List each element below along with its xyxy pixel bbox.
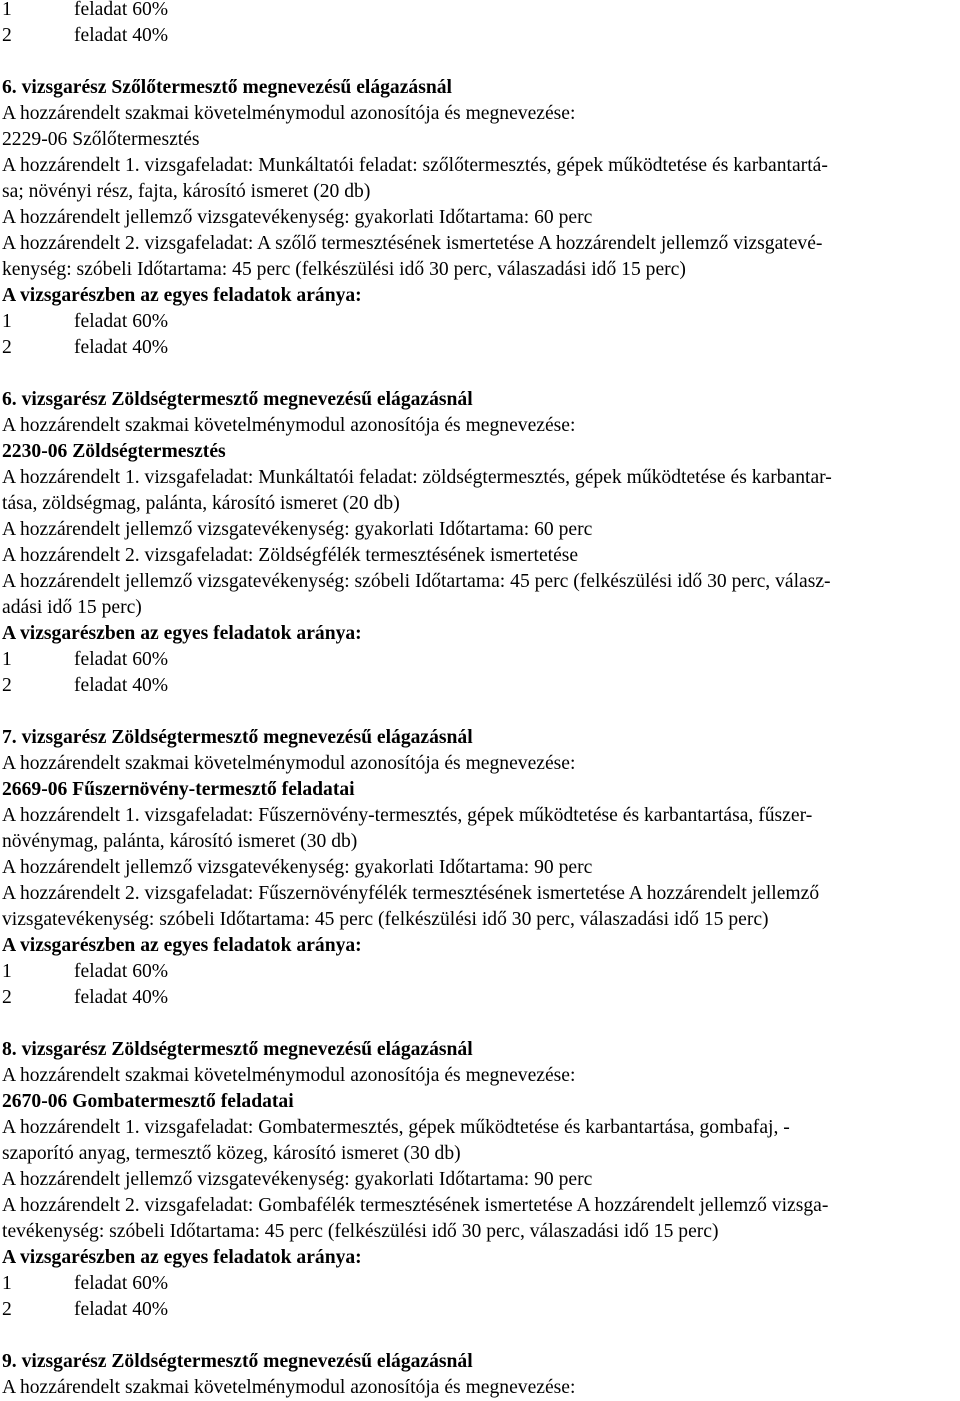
module-name: 2229-06 Szőlőtermesztés	[2, 129, 200, 150]
ratio-row	[2, 673, 958, 699]
body-line: szaporító anyag, termesztő közeg, károsító ismeret (30 db)	[2, 1143, 461, 1164]
ratio-text: feladat 60%	[74, 649, 169, 670]
body-line: tevékenység: szóbeli Időtartama: 45 perc (felkészülési idő 30 perc, válaszadási idő 15 perc)	[2, 1221, 719, 1242]
body-line: adási idő 15 perc)	[2, 597, 142, 618]
ratio-row	[2, 985, 958, 1011]
ratio-number: 2	[2, 1299, 12, 1320]
module-name: 2669-06 Fűszernövény-termesztő feladatai	[2, 779, 355, 800]
exam-section	[2, 725, 958, 1037]
ratio-text: feladat 40%	[74, 25, 169, 46]
ratio-number: 1	[2, 1273, 12, 1294]
paragraph-gap	[2, 49, 958, 75]
ratio-number: 1	[2, 649, 12, 670]
body-line: növénymag, palánta, károsító ismeret (30 db)	[2, 831, 358, 852]
body-line: A hozzárendelt 2. vizsgafeladat: Fűszernövényfélék termesztésének ismertetése A hozzárendelt jellemző	[2, 883, 820, 904]
module-label: A hozzárendelt szakmai követelménymodul azonosítója és megnevezése:	[2, 1377, 576, 1398]
ratio-row	[2, 1271, 958, 1297]
body-line: A hozzárendelt jellemző vizsgatevékenység: gyakorlati Időtartama: 90 perc	[2, 1169, 593, 1190]
ratio-row	[2, 309, 958, 335]
body-line: vizsgatevékenység: szóbeli Időtartama: 45 perc (felkészülési idő 30 perc, válaszadási idő 15 perc)	[2, 909, 769, 930]
module-label: A hozzárendelt szakmai követelménymodul azonosítója és megnevezése:	[2, 103, 576, 124]
body-line: A hozzárendelt 1. vizsgafeladat: Munkáltatói feladat: zöldségtermesztés, gépek működtetése és karbantar-	[2, 467, 832, 488]
section-title: 6. vizsgarész Zöldségtermesztő megnevezésű elágazásnál	[2, 389, 473, 410]
body-line: A hozzárendelt 1. vizsgafeladat: Munkáltatói feladat: szőlőtermesztés, gépek működtetése és karbantartá-	[2, 155, 828, 176]
body-line: A hozzárendelt jellemző vizsgatevékenység: gyakorlati Időtartama: 60 perc	[2, 207, 593, 228]
body-line: A hozzárendelt jellemző vizsgatevékenység: szóbeli Időtartama: 45 perc (felkészülési idő 30 perc, válasz-	[2, 571, 831, 592]
paragraph-gap	[2, 699, 958, 725]
paragraph-gap	[2, 1011, 958, 1037]
ratio-row	[2, 959, 958, 985]
exam-section	[2, 1349, 958, 1401]
section-title: 7. vizsgarész Zöldségtermesztő megnevezésű elágazásnál	[2, 727, 473, 748]
module-name: 2670-06 Gombatermesztő feladatai	[2, 1091, 294, 1112]
paragraph-gap	[2, 361, 958, 387]
ratio-number: 2	[2, 987, 12, 1008]
module-name: 2230-06 Zöldségtermesztés	[2, 441, 226, 462]
ratio-text: feladat 60%	[74, 1273, 169, 1294]
ratio-heading: A vizsgarészben az egyes feladatok aránya:	[2, 935, 362, 956]
exam-section	[2, 387, 958, 725]
ratio-number: 1	[2, 311, 12, 332]
intro-ratio-row	[2, 0, 958, 23]
ratio-text: feladat 60%	[74, 0, 169, 20]
ratio-number: 2	[2, 337, 12, 358]
body-line: A hozzárendelt jellemző vizsgatevékenység: gyakorlati Időtartama: 60 perc	[2, 519, 593, 540]
body-line: A hozzárendelt 2. vizsgafeladat: Gombafélék termesztésének ismertetése A hozzárendelt jellemző vizsga-	[2, 1195, 829, 1216]
ratio-row	[2, 335, 958, 361]
body-line: A hozzárendelt 2. vizsgafeladat: A szőlő termesztésének ismertetése A hozzárendelt jellemző vizsgatevé-	[2, 233, 823, 254]
paragraph-gap	[2, 1323, 958, 1349]
ratio-number: 1	[2, 0, 12, 20]
section-title: 6. vizsgarész Szőlőtermesztő megnevezésű elágazásnál	[2, 77, 452, 98]
ratio-heading: A vizsgarészben az egyes feladatok aránya:	[2, 285, 362, 306]
ratio-heading: A vizsgarészben az egyes feladatok aránya:	[2, 1247, 362, 1268]
ratio-heading: A vizsgarészben az egyes feladatok aránya:	[2, 623, 362, 644]
ratio-text: feladat 40%	[74, 1299, 169, 1320]
intro-ratio-row	[2, 23, 958, 49]
section-title: 8. vizsgarész Zöldségtermesztő megnevezésű elágazásnál	[2, 1039, 473, 1060]
ratio-row	[2, 1297, 958, 1323]
module-label: A hozzárendelt szakmai követelménymodul azonosítója és megnevezése:	[2, 753, 576, 774]
ratio-row	[2, 647, 958, 673]
body-line: A hozzárendelt 1. vizsgafeladat: Gombatermesztés, gépek működtetése és karbantartása, gombafaj, -	[2, 1117, 790, 1138]
body-line: A hozzárendelt jellemző vizsgatevékenység: gyakorlati Időtartama: 90 perc	[2, 857, 593, 878]
ratio-text: feladat 60%	[74, 961, 169, 982]
ratio-text: feladat 40%	[74, 337, 169, 358]
section-title: 9. vizsgarész Zöldségtermesztő megnevezésű elágazásnál	[2, 1351, 473, 1372]
exam-section	[2, 1037, 958, 1349]
body-line: tása, zöldségmag, palánta, károsító ismeret (20 db)	[2, 493, 400, 514]
ratio-text: feladat 40%	[74, 987, 169, 1008]
ratio-number: 2	[2, 675, 12, 696]
body-line: sa; növényi rész, fajta, károsító ismeret (20 db)	[2, 181, 371, 202]
module-label: A hozzárendelt szakmai követelménymodul azonosítója és megnevezése:	[2, 1065, 576, 1086]
module-label: A hozzárendelt szakmai követelménymodul azonosítója és megnevezése:	[2, 415, 576, 436]
body-line: A hozzárendelt 1. vizsgafeladat: Fűszernövény-termesztés, gépek működtetése és karbantartása, fűszer-	[2, 805, 813, 826]
exam-section	[2, 75, 958, 387]
body-line: A hozzárendelt 2. vizsgafeladat: Zöldségfélék termesztésének ismertetése	[2, 545, 579, 566]
ratio-number: 1	[2, 961, 12, 982]
ratio-text: feladat 60%	[74, 311, 169, 332]
body-line: kenység: szóbeli Időtartama: 45 perc (felkészülési idő 30 perc, válaszadási idő 15 perc)	[2, 259, 686, 280]
ratio-number: 2	[2, 25, 12, 46]
ratio-text: feladat 40%	[74, 675, 169, 696]
document-page	[2, 0, 958, 1401]
